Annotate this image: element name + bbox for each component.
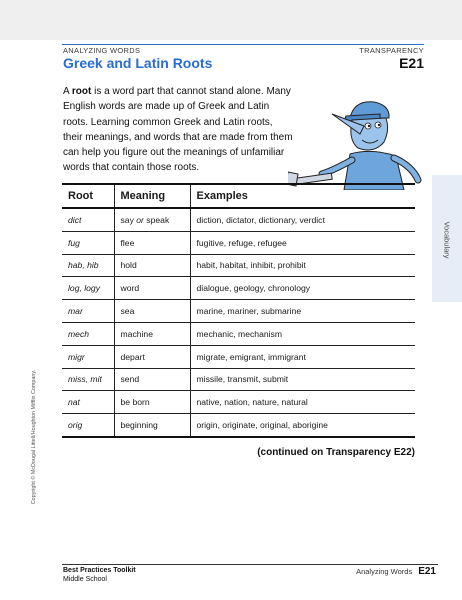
root-cell: dict [62, 208, 114, 231]
header-meaning: Meaning [114, 184, 190, 208]
intro-paragraph: A root is a word part that cannot stand alone. Many English words are made up of Greek and Latin roots. Learning common Greek and Latin roots, their meanings, and words that are made from them can help you figure out the meanings of unfamiliar words that contain those roots. [63, 86, 293, 174]
meaning-cell: word [114, 277, 190, 300]
footer-rule [62, 564, 438, 565]
root-cell: orig [62, 414, 114, 437]
table-row [62, 368, 415, 391]
footer-level: Middle School [63, 575, 107, 583]
continued-note: (continued on Transparency E22) [257, 447, 415, 458]
examples-cell: mechanic, mechanism [190, 322, 415, 345]
table-row [62, 277, 415, 300]
meaning-cell: beginning [114, 414, 190, 437]
footer-section: Analyzing Words [356, 567, 413, 576]
table-row [62, 208, 415, 231]
examples-cell: marine, mariner, submarine [190, 300, 415, 323]
meaning-cell: sea [114, 300, 190, 323]
examples-cell: missile, transmit, submit [190, 368, 415, 391]
table-row [62, 322, 415, 345]
footer-book-title: Best Practices Toolkit [63, 567, 136, 574]
table-row [62, 391, 415, 414]
meaning-cell: flee [114, 231, 190, 254]
key-term: root [71, 86, 92, 97]
examples-cell: origin, originate, original, aborigine [190, 414, 415, 437]
root-cell: nat [62, 391, 114, 414]
transparency-code: E21 [399, 55, 424, 71]
footer-book-info [63, 567, 136, 584]
root-cell: log, logy [62, 277, 114, 300]
footer-page-info [356, 566, 436, 577]
examples-cell: diction, dictator, dictionary, verdict [190, 208, 415, 231]
root-cell: hab, hib [62, 254, 114, 277]
header-root: Root [62, 184, 114, 208]
examples-cell: fugitive, refuge, refugee [190, 231, 415, 254]
examples-cell: dialogue, geology, chronology [190, 277, 415, 300]
meaning-cell: send [114, 368, 190, 391]
table-row [62, 231, 415, 254]
root-cell: mar [62, 300, 114, 323]
table-row [62, 345, 415, 368]
examples-cell: migrate, emigrant, immigrant [190, 345, 415, 368]
table-header-row [62, 184, 415, 208]
root-cell: mech [62, 322, 114, 345]
meaning-cell: machine [114, 322, 190, 345]
mechanic-illustration [288, 96, 422, 190]
examples-cell: native, nation, nature, natural [190, 391, 415, 414]
meaning-cell: hold [114, 254, 190, 277]
table-row [62, 414, 415, 437]
section-label: ANALYZING WORDS [63, 46, 141, 55]
meaning-cell: say or speak [114, 208, 190, 231]
roots-table [62, 183, 415, 438]
meaning-cell: be born [114, 391, 190, 414]
page-number: E21 [418, 566, 436, 577]
header-rule [62, 44, 424, 45]
copyright-notice: Copyright © McDougal Littell/Houghton Mifflin Company. [31, 369, 37, 505]
root-cell: migr [62, 345, 114, 368]
meaning-cell: depart [114, 345, 190, 368]
table-row [62, 254, 415, 277]
top-band [0, 0, 462, 40]
examples-cell: habit, habitat, inhibit, prohibit [190, 254, 415, 277]
transparency-label: TRANSPARENCY [359, 46, 424, 55]
table-row [62, 300, 415, 323]
root-cell: fug [62, 231, 114, 254]
page-title: Greek and Latin Roots [63, 55, 213, 71]
root-cell: miss, mit [62, 368, 114, 391]
side-tab-label: Vocabulary [442, 221, 452, 259]
header-examples: Examples [190, 184, 415, 208]
